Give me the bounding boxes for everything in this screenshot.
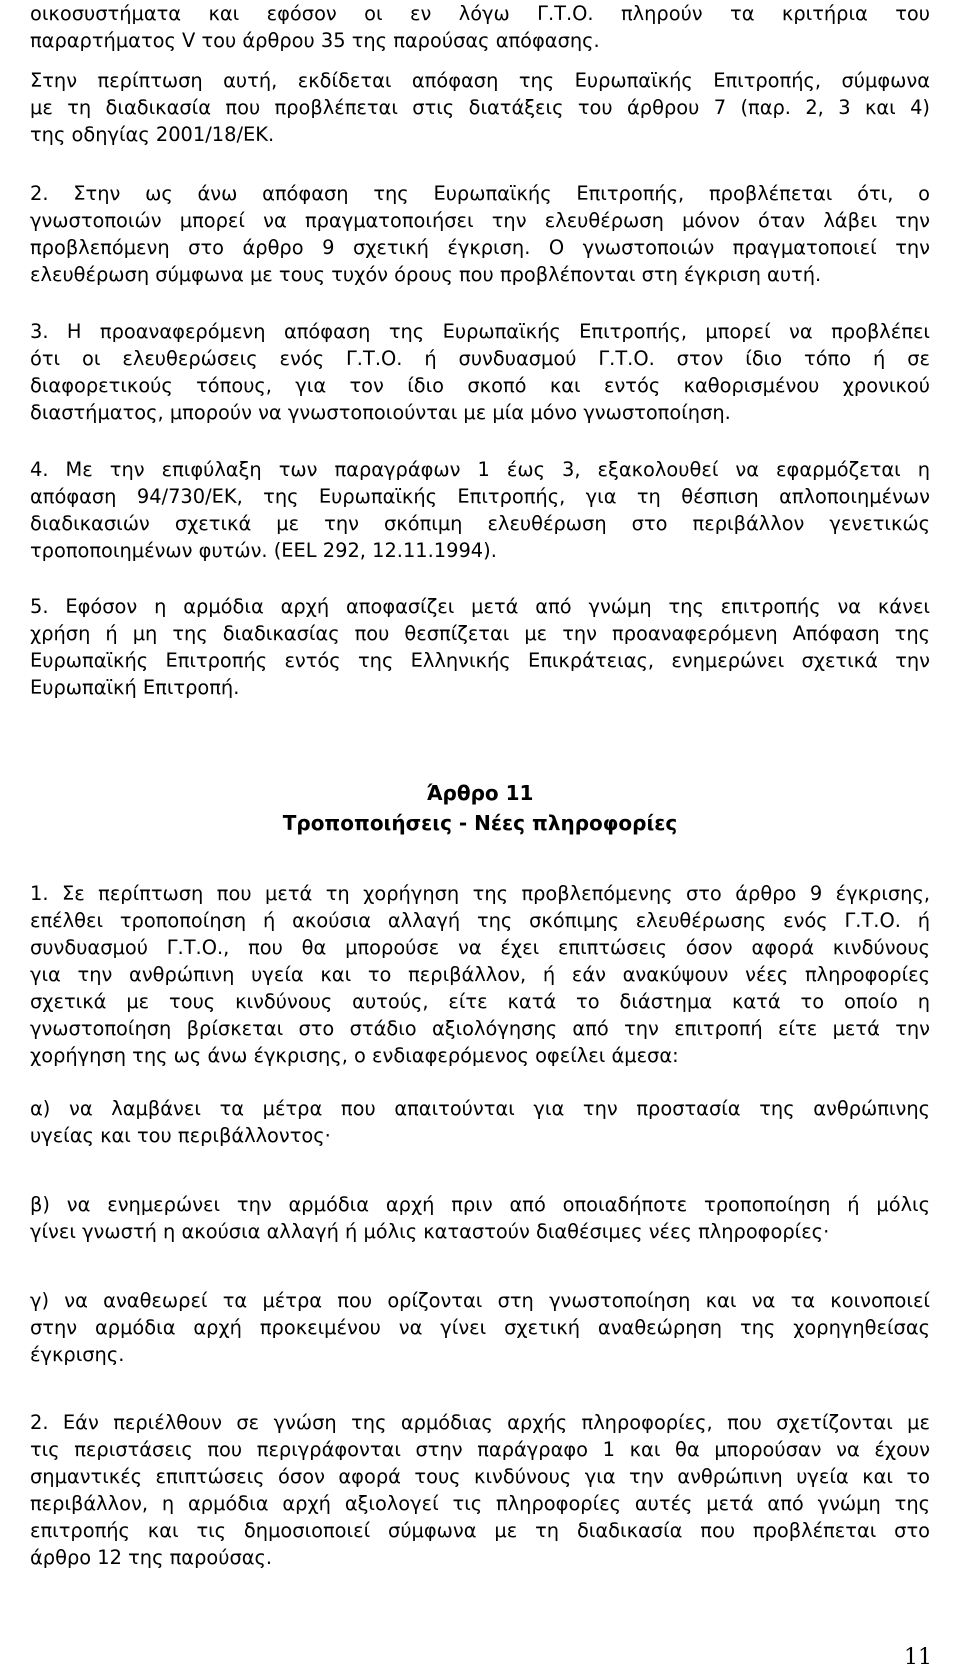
paragraph-2 [30,180,930,288]
text-line: υγείας και του περιβάλλοντος· [30,1124,331,1147]
text-line: ότι οι ελευθερώσεις ενός Γ.Τ.Ο. ή συνδυασμού Γ.Τ.Ο. στον ίδιο τόπο ή σε [30,347,930,370]
paragraph-4 [30,456,930,564]
article-11-paragraph-2 [30,1409,930,1571]
article-11-item-a [30,1095,930,1149]
text-line: γνωστοποίηση βρίσκεται στο στάδιο αξιολόγησης από την επιτροπή είτε μετά την [30,1017,930,1040]
text-line: Ευρωπαϊκή Επιτροπή. [30,676,240,699]
text-line: χρήση ή μη της διαδικασίας που θεσπίζεται με την προαναφερόμενη Απόφαση της [30,622,930,645]
text-line: 2. Εάν περιέλθουν σε γνώση της αρμόδιας αρχής πληροφορίες, που σχετίζονται με [30,1411,930,1434]
text-line: παραρτήματος V του άρθρου 35 της παρούσας απόφασης. [30,29,600,52]
text-line: στην αρμόδια αρχή προκειμένου να γίνει σχετική αναθεώρηση της χορηγηθείσας [30,1316,930,1339]
paragraph-3 [30,318,930,426]
text-line: επιτροπής και τις δημοσιοποιεί σύμφωνα με τη διαδικασία που προβλέπεται στο [30,1519,930,1542]
text-line: σημαντικές επιπτώσεις όσον αφορά τους κινδύνους για την ανθρώπινη υγεία και το [30,1465,930,1488]
text-line: τις περιστάσεις που περιγράφονται στην παράγραφο 1 και θα μπορούσαν να έχουν [30,1438,930,1461]
paragraph-5 [30,593,930,701]
text-line: 5. Εφόσον η αρμόδια αρχή αποφασίζει μετά από γνώμη της επιτροπής να κάνει [30,595,930,618]
text-line: β) να ενημερώνει την αρμόδια αρχή πριν από οποιαδήποτε τροποποίηση ή μόλις [30,1193,930,1216]
text-line: 2. Στην ως άνω απόφαση της Ευρωπαϊκής Επιτροπής, προβλέπεται ότι, ο [30,182,930,205]
text-line: ελευθέρωση σύμφωνα με τους τυχόν όρους που προβλέπονται στη έγκριση αυτή. [30,263,822,286]
text-line: επέλθει τροποποίηση ή ακούσια αλλαγή της σκόπιμης ελευθέρωσης ενός Γ.Τ.Ο. ή [30,909,930,932]
page-number: 11 [904,1645,932,1670]
text-line: Στην περίπτωση αυτή, εκδίδεται απόφαση της Ευρωπαϊκής Επιτροπής, σύμφωνα [30,69,930,92]
text-line: α) να λαμβάνει τα μέτρα που απαιτούνται για την προστασία της ανθρώπινης [30,1097,930,1120]
article-11-paragraph-1 [30,880,930,1069]
text-line: για την ανθρώπινη υγεία και το περιβάλλον, ή εάν ανακύψουν νέες πληροφορίες [30,963,930,986]
text-line: 4. Με την επιφύλαξη των παραγράφων 1 έως 3, εξακολουθεί να εφαρμόζεται η [30,458,930,481]
paragraph-intro [30,0,930,54]
text-line: 3. Η προαναφερόμενη απόφαση της Ευρωπαϊκής Επιτροπής, μπορεί να προβλέπει [30,320,930,343]
text-line: της οδηγίας 2001/18/ΕΚ. [30,123,275,146]
text-line: σχετικά με τους κινδύνους αυτούς, είτε κατά το διάστημα κατά το οποίο η [30,990,930,1013]
text-line: τροποποιημένων φυτών. (ΕΕL 292, 12.11.1994). [30,539,497,562]
text-line: γνωστοποιών μπορεί να πραγματοποιήσει την ελευθέρωση μόνον όταν λάβει την [30,209,930,232]
text-line: γ) να αναθεωρεί τα μέτρα που ορίζονται στη γνωστοποίηση και να τα κοινοποιεί [30,1289,930,1312]
text-line: απόφαση 94/730/ΕΚ, της Ευρωπαϊκής Επιτροπής, για τη θέσπιση απλοποιημένων [30,485,930,508]
text-line: διαστήματος, μπορούν να γνωστοποιούνται με μία μόνο γνωστοποίηση. [30,401,731,424]
article-subtitle: Τροποποιήσεις - Νέες πληροφορίες [282,811,678,835]
article-11-item-b [30,1191,930,1245]
text-line: συνδυασμού Γ.Τ.Ο., που θα μπορούσε να έχει επιπτώσεις όσον αφορά κινδύνους [30,936,930,959]
text-line: χορήγηση της ως άνω έγκρισης, ο ενδιαφερόμενος οφείλει άμεσα: [30,1044,679,1067]
text-line: Ευρωπαϊκής Επιτροπής εντός της Ελληνικής Επικράτειας, ενημερώνει σχετικά την [30,649,930,672]
article-heading-block [30,778,930,838]
text-line: προβλεπόμενη στο άρθρο 9 σχετική έγκριση. Ο γνωστοποιών πραγματοποιεί την [30,236,930,259]
text-line: με τη διαδικασία που προβλέπεται στις διατάξεις του άρθρου 7 (παρ. 2, 3 και 4) [30,96,930,119]
article-11-item-c [30,1287,930,1368]
text-line: άρθρο 12 της παρούσας. [30,1546,273,1569]
text-line: διαδικασιών σχετικά με την σκόπιμη ελευθέρωση στο περιβάλλον γενετικώς [30,512,930,535]
text-line: διαφορετικούς τόπους, για τον ίδιο σκοπό και εντός καθορισμένου χρονικού [30,374,930,397]
text-line: 1. Σε περίπτωση που μετά τη χορήγηση της προβλεπόμενης στο άρθρο 9 έγκρισης, [30,882,930,905]
text-line: περιβάλλον, η αρμόδια αρχή αξιολογεί τις πληροφορίες αυτές μετά από γνώμη της [30,1492,930,1515]
article-title: Άρθρο 11 [426,781,534,805]
paragraph-case [30,67,930,148]
text-line: οικοσυστήματα και εφόσον οι εν λόγω Γ.Τ.Ο. πληρούν τα κριτήρια του [30,2,930,25]
text-line: έγκρισης. [30,1343,125,1366]
text-line: γίνει γνωστή η ακούσια αλλαγή ή μόλις καταστούν διαθέσιμες νέες πληροφορίες· [30,1220,830,1243]
